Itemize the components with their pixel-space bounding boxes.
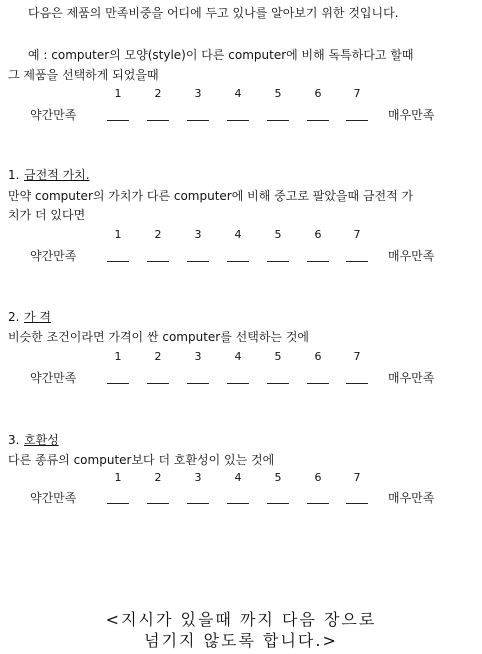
scale-number: 1 (114, 87, 122, 100)
scale-blank-1[interactable] (107, 503, 129, 504)
scale-number: 7 (353, 87, 361, 100)
scale-blank-7[interactable] (346, 503, 368, 504)
scale-number: 6 (314, 87, 322, 100)
scale-number: 2 (154, 87, 162, 100)
scale-number: 5 (274, 228, 282, 241)
scale-blank-6[interactable] (307, 503, 329, 504)
scale-right-label: 매우만족 (388, 491, 435, 505)
scale-blank-2[interactable] (147, 261, 169, 262)
footer-line-1: <지시가 있을때 까지 다음 장으로 (105, 610, 377, 629)
scale-number: 7 (353, 471, 361, 484)
scale-number: 2 (154, 471, 162, 484)
scale-right-label: 매우만족 (388, 371, 435, 385)
scale-blank-6[interactable] (307, 261, 329, 262)
question-2-line-1: 비슷한 조건이라면 가격이 싼 computer를 선택하는 것에 (8, 330, 310, 344)
scale-number: 3 (194, 228, 202, 241)
scale-blank-2[interactable] (147, 503, 169, 504)
scale-number: 2 (154, 350, 162, 363)
question-2-title: 가 격 (24, 310, 51, 324)
scale-number: 4 (234, 87, 242, 100)
scale-blank-3[interactable] (187, 120, 209, 121)
footer-line-2: 넘기지 않도록 합니다.> (144, 631, 338, 650)
scale-blank-3[interactable] (187, 503, 209, 504)
question-2-number: 2. (8, 310, 20, 324)
scale-right-label: 매우만족 (388, 108, 435, 122)
scale-number: 6 (314, 471, 322, 484)
scale-blank-1[interactable] (107, 261, 129, 262)
scale-number: 7 (353, 350, 361, 363)
scale-number: 1 (114, 228, 122, 241)
scale-number: 4 (234, 471, 242, 484)
scale-blank-2[interactable] (147, 383, 169, 384)
scale-blank-3[interactable] (187, 383, 209, 384)
scale-blank-5[interactable] (267, 261, 289, 262)
scale-number: 5 (274, 471, 282, 484)
question-1-line-2: 치가 더 있다면 (8, 208, 86, 222)
scale-blank-7[interactable] (346, 383, 368, 384)
example-line-2: 그 제품을 선택하게 되었을때 (8, 68, 159, 82)
scale-number: 4 (234, 350, 242, 363)
scale-blank-4[interactable] (227, 120, 249, 121)
question-1-number: 1. (8, 168, 20, 182)
scale-blank-4[interactable] (227, 503, 249, 504)
scale-blank-3[interactable] (187, 261, 209, 262)
scale-left-label: 약간만족 (30, 491, 77, 505)
scale-number: 6 (314, 228, 322, 241)
scale-left-label: 약간만족 (30, 371, 77, 385)
scale-number: 7 (353, 228, 361, 241)
scale-number: 5 (274, 87, 282, 100)
question-1-line-1: 만약 computer의 가치가 다른 computer에 비해 중고로 팔았을때 금전적 가 (8, 189, 414, 203)
scale-number: 4 (234, 228, 242, 241)
scale-number: 1 (114, 350, 122, 363)
scale-blank-7[interactable] (346, 120, 368, 121)
scale-blank-1[interactable] (107, 120, 129, 121)
scale-blank-5[interactable] (267, 383, 289, 384)
question-3-number: 3. (8, 433, 20, 447)
scale-number: 3 (194, 350, 202, 363)
scale-blank-1[interactable] (107, 383, 129, 384)
scale-blank-6[interactable] (307, 120, 329, 121)
scale-number: 1 (114, 471, 122, 484)
question-1-title: 금전적 가치. (24, 168, 90, 182)
scale-number: 5 (274, 350, 282, 363)
scale-number: 6 (314, 350, 322, 363)
intro-text: 다음은 제품의 만족비중을 어디에 두고 있나를 알아보기 위한 것입니다. (28, 6, 399, 20)
scale-blank-2[interactable] (147, 120, 169, 121)
scale-right-label: 매우만족 (388, 249, 435, 263)
scale-left-label: 약간만족 (30, 108, 77, 122)
scale-number: 3 (194, 87, 202, 100)
question-3-title: 호환성 (24, 433, 59, 447)
scale-blank-5[interactable] (267, 503, 289, 504)
question-3-line-1: 다른 종류의 computer보다 더 호환성이 있는 것에 (8, 453, 275, 467)
scale-blank-7[interactable] (346, 261, 368, 262)
scale-blank-4[interactable] (227, 383, 249, 384)
scale-blank-6[interactable] (307, 383, 329, 384)
scale-blank-4[interactable] (227, 261, 249, 262)
scale-number: 2 (154, 228, 162, 241)
example-line-1: 예 : computer의 모양(style)이 다른 computer에 비해 독특하다고 할때 (28, 48, 414, 62)
scale-left-label: 약간만족 (30, 249, 77, 263)
scale-number: 3 (194, 471, 202, 484)
scale-blank-5[interactable] (267, 120, 289, 121)
